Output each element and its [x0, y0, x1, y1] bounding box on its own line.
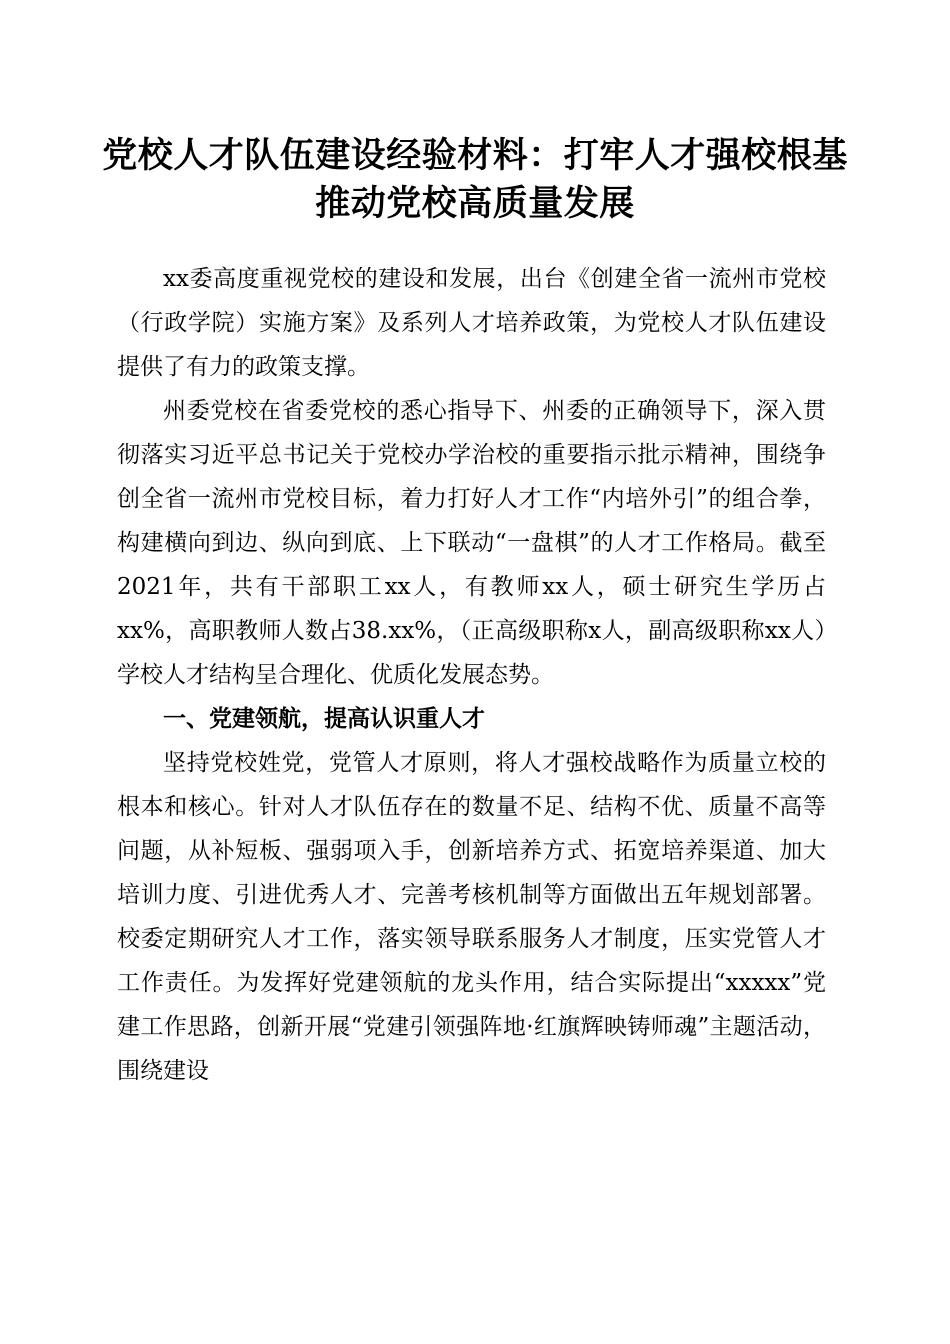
- document-title: 党校人才队伍建设经验材料：打牢人才强校根基推动党校高质量发展: [102, 135, 848, 224]
- paragraph-overview: 州委党校在省委党校的悉心指导下、州委的正确领导下，深入贯彻落实习近平总书记关于党校办学治校的重要指示批示精神，围绕争创全省一流州市党校目标，着力打好人才工作“内培外引”的组合拳，构建横向到边、纵向到底、上下联动“一盘棋”的人才工作格局。截至2021年，共有干部职工xx人，有教师xx人，硕士研究生学历占xx%，高职教师人数占38.xx%，（正高级职称x人，副高级职称xx人）学校人才结构呈合理化、优质化发展态势。: [117, 398, 826, 688]
- paragraph-section-1: 坚持党校姓党，党管人才原则，将人才强校战略作为质量立校的根本和核心。针对人才队伍存在的数量不足、结构不优、质量不高等问题，从补短板、强弱项入手，创新培养方式、拓宽培养渠道、加大培训力度、引进优秀人才、完善考核机制等方面做出五年规划部署。校委定期研究人才工作，落实领导联系服务人才制度，压实党管人才工作责任。为发挥好党建领航的龙头作用，结合实际提出“xxxxx”党建工作思路，创新开展“党建引领强阵地·红旗辉映铸师魂”主题活动，围绕建设: [117, 750, 826, 1084]
- document-body: [117, 257, 826, 1093]
- paragraph-intro: xx委高度重视党校的建设和发展，出台《创建全省一流州市党校（行政学院）实施方案》及系列人才培养政策，为党校人才队伍建设提供了有力的政策支撑。: [117, 266, 826, 380]
- section-heading: 一、党建领航，提高认识重人才: [163, 706, 485, 732]
